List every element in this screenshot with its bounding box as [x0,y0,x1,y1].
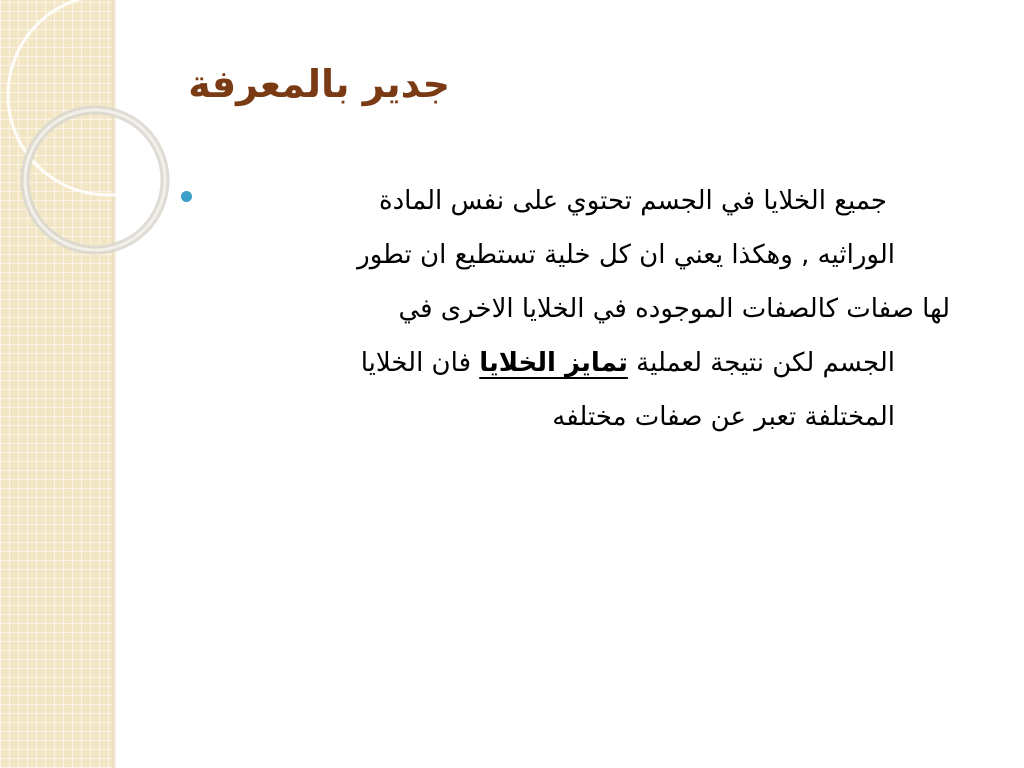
line-4-after: فان الخلايا [360,348,480,378]
bullet-dot [181,191,192,202]
paragraph-line-1: جميع الخلايا في الجسم تحتوي على نفس المادة [378,186,887,216]
emphasized-term: تمايز الخلايا [479,348,628,378]
bullet-paragraph [205,174,950,444]
paragraph-line-3: لها صفات كالصفات الموجوده في الخلايا الاخرى في [398,294,950,324]
decorative-circles [0,0,200,260]
line-4-before: الجسم لكن نتيجة لعملية [627,348,895,378]
decorative-circle-small-highlight [25,110,165,250]
slide-title: جدير بالمعرفة [188,62,450,106]
paragraph-line-2: الوراثيه , وهكذا يعني ان كل خلية تستطيع ان تطور [357,240,895,270]
paragraph-line-5: المختلفة تعبر عن صفات مختلفه [552,402,895,432]
paragraph-line-4 [205,336,895,390]
